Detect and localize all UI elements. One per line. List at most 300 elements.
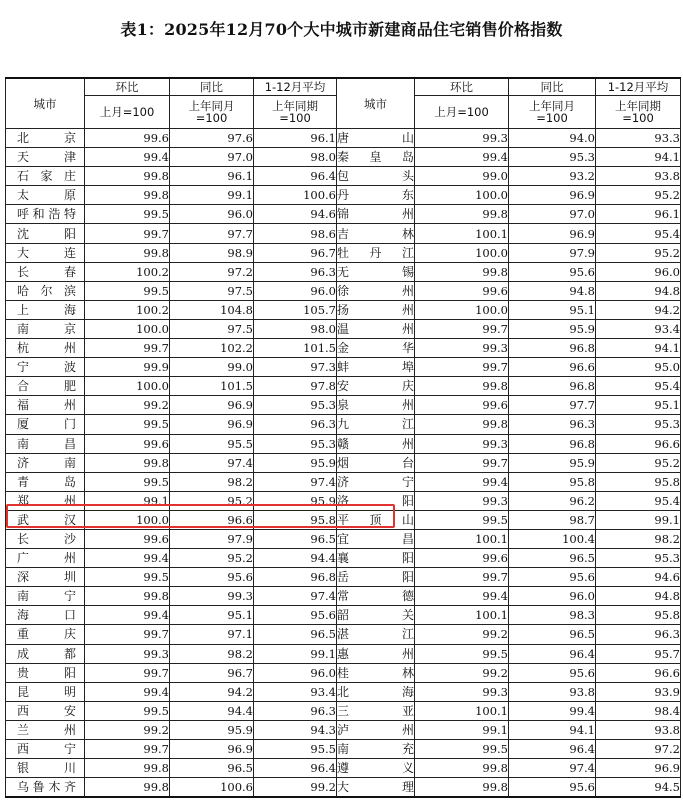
mom-value: 99.4 [85,606,170,625]
ytd-value: 95.8 [596,472,681,491]
table-row [6,415,681,434]
table-row [6,625,681,644]
yoy-value: 96.7 [170,663,254,682]
mom-value: 99.7 [85,663,170,682]
city-name: 哈尔滨 [6,281,85,300]
city-name: 宜昌 [337,529,415,548]
mom-value: 99.7 [415,319,509,338]
table-row [6,568,681,587]
ytd-value: 93.9 [596,682,681,701]
yoy-value: 99.1 [170,186,254,205]
ytd-value: 96.3 [254,701,337,720]
ytd-value: 96.0 [254,281,337,300]
city-name: 洛阳 [337,491,415,510]
city-name: 金华 [337,339,415,358]
city-name: 南宁 [6,587,85,606]
table-row [6,339,681,358]
mom-value: 99.1 [415,720,509,739]
yoy-value: 97.4 [509,759,596,778]
yoy-value: 96.5 [170,759,254,778]
mom-value: 99.7 [85,625,170,644]
ytd-value: 97.8 [254,377,337,396]
ytd-value: 96.4 [254,167,337,186]
ytd-value: 95.9 [254,453,337,472]
ytd-value: 93.4 [254,682,337,701]
ytd-value: 95.8 [596,606,681,625]
city-name: 深圳 [6,568,85,587]
ytd-value: 94.8 [596,587,681,606]
ytd-value: 96.1 [254,129,337,148]
table-row [6,778,681,798]
table-row [6,491,681,510]
table-row [6,644,681,663]
city-name: 沈阳 [6,224,85,243]
mom-value: 99.5 [415,740,509,759]
table-title: 表1：2025年12月70个大中城市新建商品住宅销售价格指数 [120,20,563,39]
yoy-value: 97.6 [170,129,254,148]
ytd-value: 96.3 [596,625,681,644]
ytd-value: 105.7 [254,300,337,319]
yoy-value: 95.1 [509,300,596,319]
ytd-value: 100.6 [254,186,337,205]
mom-value: 99.1 [85,491,170,510]
city-name: 天津 [6,148,85,167]
yoy-value: 94.1 [509,720,596,739]
yoy-value: 95.1 [170,606,254,625]
city-name: 牡丹江 [337,243,415,262]
city-name: 徐州 [337,281,415,300]
table-row [6,587,681,606]
yoy-value: 97.2 [170,262,254,281]
mom-value: 99.8 [415,377,509,396]
yoy-value: 96.9 [170,396,254,415]
yoy-value: 97.9 [170,529,254,548]
ytd-value: 96.7 [254,243,337,262]
city-name: 西安 [6,701,85,720]
city-name: 秦皇岛 [337,148,415,167]
city-name: 扬州 [337,300,415,319]
yoy-value: 93.8 [509,682,596,701]
ytd-value: 98.0 [254,148,337,167]
mom-value: 99.3 [85,644,170,663]
header-yoy-base: 上年同月 =100 [509,96,596,129]
yoy-value: 94.2 [170,682,254,701]
mom-value: 99.4 [415,587,509,606]
city-name: 乌鲁木齐 [6,778,85,798]
table-row [6,205,681,224]
mom-value: 99.8 [85,587,170,606]
ytd-value: 95.2 [596,186,681,205]
city-name: 平顶山 [337,510,415,529]
city-name: 南京 [6,319,85,338]
mom-value: 99.8 [85,243,170,262]
mom-value: 99.4 [415,148,509,167]
table-row [6,167,681,186]
table-row [6,396,681,415]
mom-value: 99.8 [415,205,509,224]
table-row [6,453,681,472]
yoy-value: 96.8 [509,339,596,358]
ytd-value: 95.4 [596,491,681,510]
ytd-value: 99.1 [596,510,681,529]
yoy-value: 97.7 [509,396,596,415]
ytd-value: 99.1 [254,644,337,663]
mom-value: 99.4 [85,682,170,701]
table-row [6,319,681,338]
city-name: 南充 [337,740,415,759]
ytd-value: 97.4 [254,587,337,606]
ytd-value: 94.4 [254,549,337,568]
mom-value: 99.5 [85,701,170,720]
mom-value: 100.0 [85,377,170,396]
mom-value: 99.3 [415,129,509,148]
header-yoy: 同比 [170,78,254,96]
price-index-table [5,77,681,798]
mom-value: 99.8 [415,262,509,281]
ytd-value: 96.6 [596,434,681,453]
yoy-value: 94.0 [509,129,596,148]
table-row [6,300,681,319]
table-row [6,472,681,491]
header-mom-base: 上月=100 [415,96,509,129]
table-row [6,549,681,568]
city-name: 烟台 [337,453,415,472]
mom-value: 99.8 [85,759,170,778]
yoy-value: 93.2 [509,167,596,186]
mom-value: 99.5 [85,205,170,224]
ytd-value: 95.3 [254,434,337,453]
ytd-value: 96.8 [254,568,337,587]
city-name: 宁波 [6,358,85,377]
yoy-value: 104.8 [170,300,254,319]
ytd-value: 101.5 [254,339,337,358]
yoy-value: 95.6 [170,568,254,587]
yoy-value: 96.9 [509,224,596,243]
mom-value: 99.6 [85,529,170,548]
yoy-value: 97.5 [170,319,254,338]
ytd-value: 96.9 [596,759,681,778]
mom-value: 99.7 [415,453,509,472]
mom-value: 99.5 [415,644,509,663]
yoy-value: 95.6 [509,568,596,587]
ytd-value: 94.8 [596,281,681,300]
city-name: 长春 [6,262,85,281]
city-name: 杭州 [6,339,85,358]
table-row [6,129,681,148]
table-row [6,510,681,529]
mom-value: 99.8 [85,186,170,205]
ytd-value: 94.2 [596,300,681,319]
mom-value: 99.0 [415,167,509,186]
mom-value: 99.2 [415,625,509,644]
mom-value: 100.1 [415,701,509,720]
yoy-value: 96.9 [170,740,254,759]
mom-value: 99.5 [85,472,170,491]
table-row [6,434,681,453]
yoy-value: 98.3 [509,606,596,625]
yoy-value: 95.9 [170,720,254,739]
yoy-value: 98.2 [170,472,254,491]
table-row [6,701,681,720]
ytd-value: 98.2 [596,529,681,548]
city-name: 无锡 [337,262,415,281]
city-name: 包头 [337,167,415,186]
ytd-value: 93.8 [596,720,681,739]
city-name: 襄阳 [337,549,415,568]
yoy-value: 99.3 [170,587,254,606]
mom-value: 99.8 [415,759,509,778]
ytd-value: 95.0 [596,358,681,377]
yoy-value: 96.0 [170,205,254,224]
yoy-value: 95.2 [170,491,254,510]
yoy-value: 96.4 [509,740,596,759]
city-name: 唐山 [337,129,415,148]
ytd-value: 98.6 [254,224,337,243]
mom-value: 99.6 [415,281,509,300]
ytd-value: 94.5 [596,778,681,798]
ytd-value: 96.0 [254,663,337,682]
ytd-value: 96.3 [254,262,337,281]
yoy-value: 96.2 [509,491,596,510]
header-yoy-base: 上年同月 =100 [170,96,254,129]
header-city: 城市 [337,78,415,129]
city-name: 安庆 [337,377,415,396]
city-name: 桂林 [337,663,415,682]
yoy-value: 96.9 [170,415,254,434]
yoy-value: 99.0 [170,358,254,377]
ytd-value: 97.4 [254,472,337,491]
city-name: 昆明 [6,682,85,701]
city-name: 北海 [337,682,415,701]
yoy-value: 94.4 [170,701,254,720]
mom-value: 99.7 [85,224,170,243]
yoy-value: 96.6 [509,358,596,377]
yoy-value: 96.4 [509,644,596,663]
yoy-value: 95.9 [509,319,596,338]
city-name: 赣州 [337,434,415,453]
city-name: 锦州 [337,205,415,224]
header-ytd-base: 上年同期 =100 [254,96,337,129]
ytd-value: 95.8 [254,510,337,529]
ytd-value: 95.4 [596,377,681,396]
city-name: 呼和浩特 [6,205,85,224]
ytd-value: 95.1 [596,396,681,415]
table-body [6,129,681,798]
city-name: 常德 [337,587,415,606]
mom-value: 100.0 [415,243,509,262]
mom-value: 99.4 [85,549,170,568]
mom-value: 100.1 [415,606,509,625]
yoy-value: 96.6 [170,510,254,529]
mom-value: 99.8 [415,778,509,798]
header-ytd: 1-12月平均 [254,78,337,96]
mom-value: 100.0 [85,319,170,338]
yoy-value: 95.6 [509,262,596,281]
table-row [6,186,681,205]
mom-value: 99.6 [85,129,170,148]
yoy-value: 96.8 [509,377,596,396]
ytd-value: 95.2 [596,453,681,472]
ytd-value: 96.4 [254,759,337,778]
city-name: 青岛 [6,472,85,491]
city-name: 三亚 [337,701,415,720]
city-name: 济宁 [337,472,415,491]
city-name: 成都 [6,644,85,663]
ytd-value: 94.1 [596,339,681,358]
table-row [6,281,681,300]
city-name: 湛江 [337,625,415,644]
table-row [6,529,681,548]
city-name: 海口 [6,606,85,625]
mom-value: 100.0 [415,186,509,205]
ytd-value: 93.3 [596,129,681,148]
city-name: 岳阳 [337,568,415,587]
ytd-value: 95.3 [596,415,681,434]
city-name: 重庆 [6,625,85,644]
yoy-value: 97.5 [170,281,254,300]
city-name: 韶关 [337,606,415,625]
city-name: 南昌 [6,434,85,453]
yoy-value: 97.0 [170,148,254,167]
header-yoy: 同比 [509,78,596,96]
city-name: 合肥 [6,377,85,396]
yoy-value: 97.9 [509,243,596,262]
ytd-value: 95.3 [254,396,337,415]
ytd-value: 96.6 [596,663,681,682]
ytd-value: 96.5 [254,625,337,644]
mom-value: 99.8 [85,778,170,798]
city-name: 九江 [337,415,415,434]
ytd-value: 96.5 [254,529,337,548]
mom-value: 99.3 [415,339,509,358]
yoy-value: 95.5 [170,434,254,453]
ytd-value: 95.4 [596,224,681,243]
mom-value: 99.9 [85,358,170,377]
mom-value: 99.5 [415,510,509,529]
city-name: 大理 [337,778,415,798]
yoy-value: 95.6 [509,778,596,798]
ytd-value: 93.8 [596,167,681,186]
mom-value: 100.1 [415,224,509,243]
mom-value: 99.5 [85,415,170,434]
city-name: 泸州 [337,720,415,739]
ytd-value: 98.0 [254,319,337,338]
yoy-value: 95.2 [170,549,254,568]
mom-value: 99.2 [415,663,509,682]
city-name: 惠州 [337,644,415,663]
yoy-value: 97.1 [170,625,254,644]
mom-value: 99.2 [85,396,170,415]
city-name: 长沙 [6,529,85,548]
ytd-value: 94.6 [254,205,337,224]
mom-value: 99.6 [85,434,170,453]
yoy-value: 98.7 [509,510,596,529]
ytd-value: 97.2 [596,740,681,759]
table-row [6,740,681,759]
city-name: 西宁 [6,740,85,759]
mom-value: 99.7 [85,339,170,358]
yoy-value: 95.9 [509,453,596,472]
table-row [6,720,681,739]
yoy-value: 94.8 [509,281,596,300]
table-row [6,262,681,281]
city-name: 大连 [6,243,85,262]
table-row [6,377,681,396]
city-name: 丹东 [337,186,415,205]
mom-value: 99.8 [415,415,509,434]
ytd-value: 95.7 [596,644,681,663]
yoy-value: 96.9 [509,186,596,205]
header-city: 城市 [6,78,85,129]
city-name: 泉州 [337,396,415,415]
city-name: 贵阳 [6,663,85,682]
ytd-value: 94.6 [596,568,681,587]
table-row [6,358,681,377]
header-mom-base: 上月=100 [85,96,170,129]
header-ytd: 1-12月平均 [596,78,681,96]
ytd-value: 96.0 [596,262,681,281]
table-row [6,243,681,262]
mom-value: 100.2 [85,262,170,281]
yoy-value: 96.0 [509,587,596,606]
header-mom: 环比 [415,78,509,96]
mom-value: 99.5 [85,281,170,300]
yoy-value: 97.7 [170,224,254,243]
table-row [6,606,681,625]
mom-value: 99.4 [415,472,509,491]
yoy-value: 98.9 [170,243,254,262]
mom-value: 100.0 [415,300,509,319]
mom-value: 99.7 [415,358,509,377]
mom-value: 99.3 [415,491,509,510]
yoy-value: 98.2 [170,644,254,663]
ytd-value: 95.9 [254,491,337,510]
ytd-value: 95.3 [596,549,681,568]
mom-value: 99.7 [415,568,509,587]
mom-value: 99.6 [415,549,509,568]
table-row [6,224,681,243]
ytd-value: 99.2 [254,778,337,798]
yoy-value: 102.2 [170,339,254,358]
ytd-value: 95.2 [596,243,681,262]
city-name: 厦门 [6,415,85,434]
city-name: 太原 [6,186,85,205]
mom-value: 99.3 [415,682,509,701]
mom-value: 99.2 [85,720,170,739]
yoy-value: 95.6 [509,663,596,682]
city-name: 遵义 [337,759,415,778]
table-row [6,682,681,701]
ytd-value: 97.3 [254,358,337,377]
city-name: 济南 [6,453,85,472]
city-name: 北京 [6,129,85,148]
header-mom: 环比 [85,78,170,96]
ytd-value: 94.3 [254,720,337,739]
mom-value: 99.8 [85,453,170,472]
table-row [6,148,681,167]
ytd-value: 94.1 [596,148,681,167]
yoy-value: 101.5 [170,377,254,396]
ytd-value: 95.5 [254,740,337,759]
mom-value: 99.4 [85,148,170,167]
city-name: 吉林 [337,224,415,243]
mom-value: 99.3 [415,434,509,453]
yoy-value: 95.8 [509,472,596,491]
city-name: 广州 [6,549,85,568]
city-name: 石家庄 [6,167,85,186]
city-name: 兰州 [6,720,85,739]
ytd-value: 98.4 [596,701,681,720]
